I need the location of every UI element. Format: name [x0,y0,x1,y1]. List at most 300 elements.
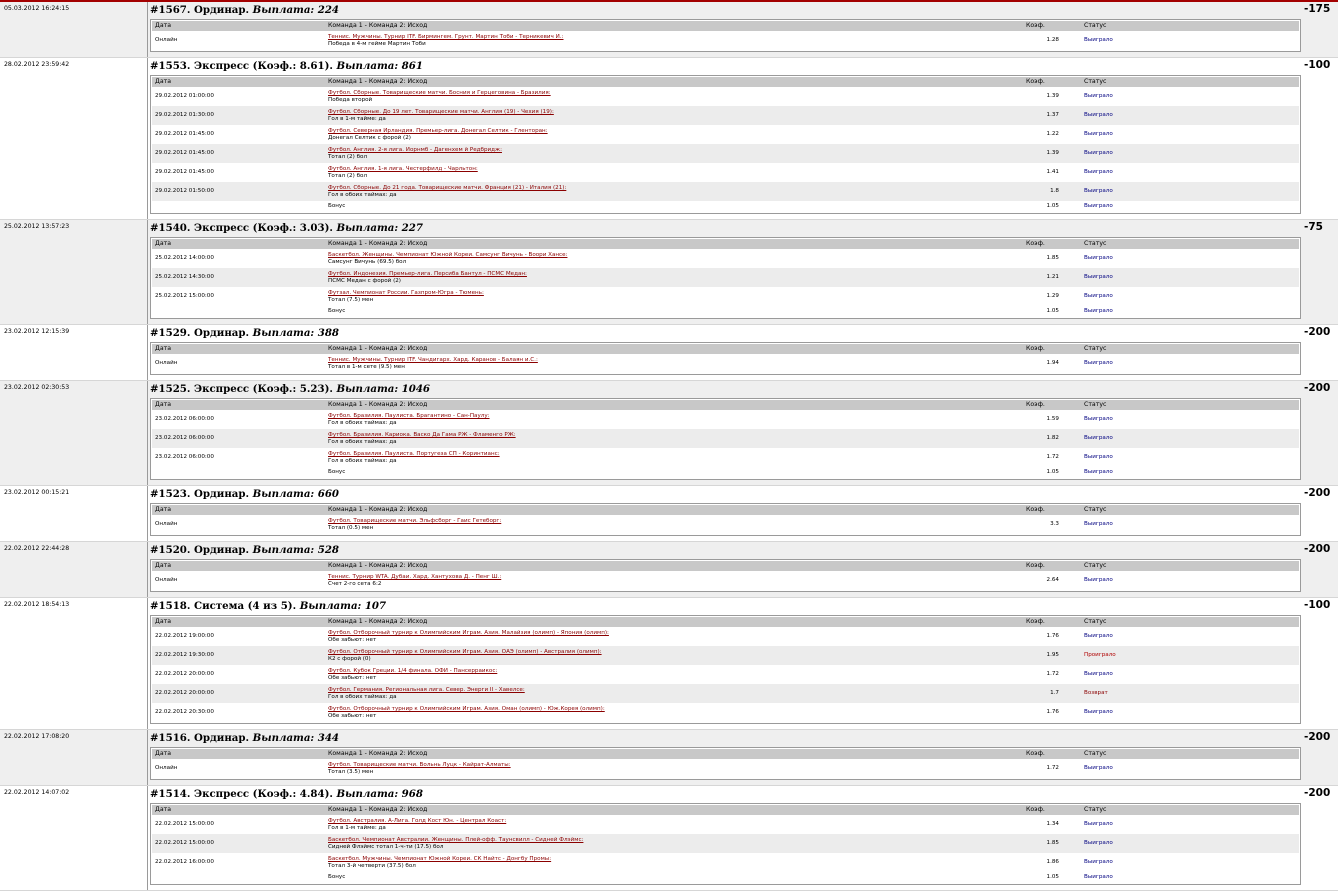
selection-row [152,853,1299,872]
bonus-status: Выиграло [1084,203,1113,210]
selections-table [150,747,1301,780]
selection-row [152,125,1299,144]
selection-row [152,354,1299,373]
selection-coef: 1.39 [1046,150,1059,157]
bet-details [148,58,1302,219]
selection-status: Выиграло [1084,169,1113,176]
selection-date: 23.02.2012 06:00:00 [155,435,214,442]
event-link[interactable]: Футбол. Бразилия. Паулиста. Брагантино - Сан-Паулу: [328,412,490,419]
column-header-coef: Коэф. [1026,344,1045,352]
selection-outcome: Тотал (7.5) мен [328,296,374,303]
table-header-row [152,561,1299,571]
selection-event-cell [326,271,1023,284]
event-link[interactable]: Футзал. Чемпионат России. Газпром-Югра - Тюмень: [328,289,484,296]
selection-status: Выиграло [1084,859,1113,866]
bet-datetime: 23.02.2012 00:15:21 [0,486,148,541]
column-header-status: Статус [1084,617,1107,625]
selection-date: 22.02.2012 19:00:00 [155,633,214,640]
bonus-row [152,467,1299,478]
selection-event-cell [326,856,1023,869]
selection-row [152,665,1299,684]
selection-coef: 1.7 [1050,690,1059,697]
event-link[interactable]: Футбол. Сборные. Товарищеские матчи. Босния и Герцеговина - Бразилия: [328,89,551,96]
selection-event-cell [326,109,1023,122]
selection-coef: 1.85 [1046,255,1059,262]
bet-stake-amount: -200 [1304,382,1331,394]
selection-row [152,106,1299,125]
selection-outcome: Гол в обоих таймах: да [328,438,397,445]
selection-event-cell [326,34,1023,47]
column-header-event: Команда 1 - Команда 2: Исход [328,344,428,352]
selection-status: Выиграло [1084,112,1113,119]
selections-table [150,342,1301,375]
column-header-date: Дата [155,77,172,85]
selection-coef: 1.28 [1046,37,1059,44]
selection-event-cell [326,451,1023,464]
selection-status: Выиграло [1084,840,1113,847]
selection-status: Выиграло [1084,360,1113,367]
selection-status: Выиграло [1084,416,1113,423]
bet-title [150,221,1302,237]
event-link[interactable]: Футбол. Англия. 2-я лига. Иорнмб - Дагенхем й Редбридж: [328,146,502,153]
bet-entry [0,598,1338,730]
event-link[interactable]: Баскетбол. Мужчины. Чемпионат Южной Кореи. СК Найтс - Донгбу Промы: [328,855,552,862]
column-header-date: Дата [155,239,172,247]
event-link[interactable]: Футбол. Австралия. А-Лига. Голд Кост Юн. - Централ Коаст: [328,817,507,824]
table-header-row [152,239,1299,249]
column-header-status: Статус [1084,749,1107,757]
bonus-coef: 1.05 [1046,203,1059,210]
selections-table [150,237,1301,319]
selection-status: Проиграло [1084,652,1116,659]
event-link[interactable]: Футбол. Отборочный турнир к Олимпийским Играм. Азия. Малайзия (олимп) - Япония (олимп): [328,629,609,636]
selection-event-cell [326,630,1023,643]
bonus-label: Бонус [328,469,346,476]
bet-stake-amount: -175 [1304,3,1331,15]
column-header-event: Команда 1 - Команда 2: Исход [328,749,428,757]
selection-status: Возврат [1084,690,1108,697]
bet-payout: Выплата: 968 [336,788,423,800]
table-header-row [152,77,1299,87]
bet-datetime: 22.02.2012 18:54:13 [0,598,148,729]
selection-status: Выиграло [1084,821,1113,828]
bet-stake-amount: -200 [1304,543,1331,555]
bet-history-list [0,2,1338,891]
bet-entry [0,381,1338,486]
table-header-row [152,505,1299,515]
column-header-event: Команда 1 - Команда 2: Исход [328,505,428,513]
selection-coef: 1.76 [1046,709,1059,716]
bet-stake-amount: -200 [1304,326,1331,338]
event-link[interactable]: Футбол. Кубок Греции. 1/4 финала. ОФИ - Пансерраикос: [328,667,498,674]
selection-status: Выиграло [1084,435,1113,442]
bet-entry [0,786,1338,891]
selection-date: 22.02.2012 20:00:00 [155,690,214,697]
column-header-coef: Коэф. [1026,561,1045,569]
event-link[interactable]: Футбол. Бразилия. Паулиста. Португеза СП - Коринтианс: [328,450,500,457]
selection-outcome: Донегал Селтик с форой (2) [328,134,411,141]
bet-details [148,542,1302,597]
selection-date: 23.02.2012 06:00:00 [155,454,214,461]
selection-event-cell [326,185,1023,198]
bet-title [150,382,1302,398]
event-link[interactable]: Баскетбол. Чемпионат Австралии. Женщины. Плей-офф. Таунсвилл - Сидней Флэймс: [328,836,584,843]
bet-type: Ординар. [193,732,250,744]
selection-date: Онлайн [155,360,178,367]
selection-status: Выиграло [1084,521,1113,528]
bet-payout: Выплата: 107 [299,600,387,612]
selection-outcome: Тотал (2) бол [328,153,368,160]
bet-type: Экспресс (Коэф.: 4.84). [193,788,333,800]
selection-date: 29.02.2012 01:45:00 [155,169,214,176]
bet-number: #1520. [150,544,191,556]
event-link[interactable]: Футбол. Сборные. До 21 года. Товарищеские матчи. Франция (21) - Италия (21): [328,184,567,191]
bet-number: #1567. [150,4,191,16]
bonus-label: Бонус [328,203,346,210]
selection-row [152,249,1299,268]
selection-row [152,834,1299,853]
column-header-status: Статус [1084,505,1107,513]
selection-event-cell [326,668,1023,681]
bet-type: Ординар. [193,544,250,556]
selection-outcome: Тотал (2) бол [328,172,368,179]
column-header-coef: Коэф. [1026,400,1045,408]
selection-event-cell [326,357,1023,370]
selection-date: 29.02.2012 01:00:00 [155,93,214,100]
bet-details [148,730,1302,785]
selection-event-cell [326,574,1023,587]
selection-outcome: Гол в обоих таймах: да [328,457,397,464]
selection-coef: 1.86 [1046,859,1059,866]
column-header-status: Статус [1084,239,1107,247]
bet-entry [0,542,1338,598]
selection-coef: 1.72 [1046,671,1059,678]
bet-datetime: 23.02.2012 12:15:39 [0,325,148,380]
selection-outcome: Тотал 3-й четверти (37.5) бол [328,862,416,869]
bet-title [150,787,1302,803]
table-header-row [152,400,1299,410]
bet-payout: Выплата: 861 [336,60,423,72]
selection-outcome: Счет 2-го сета 6:2 [328,580,382,587]
bet-type: Система (4 из 5). [193,600,297,612]
selection-date: 22.02.2012 20:00:00 [155,671,214,678]
column-header-event: Команда 1 - Команда 2: Исход [328,805,428,813]
bet-number: #1518. [150,600,191,612]
selection-coef: 1.34 [1046,821,1059,828]
bet-title [150,731,1302,747]
bet-type: Экспресс (Коэф.: 5.23). [193,383,333,395]
bet-stake-amount: -75 [1304,221,1323,233]
selection-coef: 2.64 [1046,577,1059,584]
selection-outcome: К2 с форой (0) [328,655,371,662]
bet-type: Ординар. [193,327,250,339]
selection-outcome: Тотал в 1-м сете (9.5) мен [328,363,405,370]
bet-payout: Выплата: 344 [252,732,340,744]
selection-row [152,182,1299,201]
selection-date: 23.02.2012 06:00:00 [155,416,214,423]
column-header-date: Дата [155,561,172,569]
selection-coef: 1.72 [1046,765,1059,772]
bet-number: #1516. [150,732,191,744]
event-link[interactable]: Футбол. Германия. Региональная лига. Север. Энерги II - Хавелсе: [328,686,525,693]
selection-row [152,759,1299,778]
selection-outcome: Гол в обоих таймах: да [328,693,397,700]
selection-row [152,703,1299,722]
bet-number: #1523. [150,488,191,500]
selection-status: Выиграло [1084,633,1113,640]
event-link[interactable]: Футбол. Товарищеские матчи. Вольнь Луцк - Кайрат-Алматы: [328,761,511,768]
bet-datetime: 22.02.2012 14:07:02 [0,786,148,890]
column-header-status: Статус [1084,805,1107,813]
selection-status: Выиграло [1084,37,1113,44]
bet-details [148,325,1302,380]
event-link[interactable]: Футбол. Англия. 1-я лига. Честерфилд - Чарльтон: [328,165,478,172]
selection-status: Выиграло [1084,93,1113,100]
selection-row [152,163,1299,182]
bet-title [150,487,1302,503]
selection-row [152,646,1299,665]
selection-outcome: Гол в 1-м тайме: да [328,824,386,831]
bet-details [148,381,1302,485]
selection-status: Выиграло [1084,709,1113,716]
bet-number: #1553. [150,60,191,72]
column-header-date: Дата [155,21,172,29]
column-header-coef: Коэф. [1026,239,1045,247]
selection-event-cell [326,252,1023,265]
bet-payout: Выплата: 227 [336,222,423,234]
column-header-date: Дата [155,805,172,813]
selection-date: 29.02.2012 01:45:00 [155,150,214,157]
selection-outcome: Гол в обоих таймах: да [328,419,397,426]
selection-outcome: Гол в обоих таймах: да [328,191,397,198]
selection-date: 25.02.2012 15:00:00 [155,293,214,300]
selection-date: Онлайн [155,765,178,772]
selection-coef: 1.76 [1046,633,1059,640]
selection-coef: 3.3 [1050,521,1059,528]
column-header-event: Команда 1 - Команда 2: Исход [328,561,428,569]
event-link[interactable]: Футбол. Индонезия. Премьер-лига. Персиба Бантул - ПСМС Медан: [328,270,527,277]
column-header-coef: Коэф. [1026,77,1045,85]
column-header-status: Статус [1084,344,1107,352]
event-link[interactable]: Теннис. Мужчины. Турнир ITF. Бирмингем. Грунт. Мартин Тоби - Терникевич И.: [328,33,564,40]
selection-outcome: Обе забьют: нет [328,712,377,719]
selection-event-cell [326,649,1023,662]
bet-payout: Выплата: 528 [252,544,340,556]
bet-datetime: 23.02.2012 02:30:53 [0,381,148,485]
selection-date: 22.02.2012 15:00:00 [155,821,214,828]
bonus-status: Выиграло [1084,469,1113,476]
column-header-status: Статус [1084,561,1107,569]
column-header-date: Дата [155,344,172,352]
event-link[interactable]: Футбол. Бразилия. Кариока. Васко Да Гама РЖ - Фламенго РЖ: [328,431,516,438]
bet-datetime: 22.02.2012 17:08:20 [0,730,148,785]
selection-status: Выиграло [1084,274,1113,281]
column-header-event: Команда 1 - Команда 2: Исход [328,617,428,625]
selection-row [152,515,1299,534]
bet-payout: Выплата: 224 [252,4,340,16]
selection-event-cell [326,687,1023,700]
bonus-row [152,872,1299,883]
bet-entry [0,486,1338,542]
selection-outcome: Обе забьют: нет [328,636,377,643]
selection-event-cell [326,518,1023,531]
selection-outcome: Самсунг Вичунь (69.5) бол [328,258,407,265]
selection-date: 29.02.2012 01:50:00 [155,188,214,195]
column-header-date: Дата [155,749,172,757]
selection-outcome: Тотал (3.5) мен [328,768,374,775]
bet-datetime: 25.02.2012 13:57:23 [0,220,148,324]
event-link[interactable]: Футбол. Отборочный турнир к Олимпийским Играм. Азия. ОАЭ (олимп) - Австралия (олимп): [328,648,602,655]
selection-coef: 1.39 [1046,93,1059,100]
bet-entry [0,220,1338,325]
bet-details [148,2,1302,57]
selection-row [152,627,1299,646]
table-header-row [152,344,1299,354]
selection-outcome: Обе забьют: нет [328,674,377,681]
selection-date: 22.02.2012 15:00:00 [155,840,214,847]
bonus-row [152,306,1299,317]
bet-stake-amount: -200 [1304,787,1331,799]
bet-title [150,3,1302,19]
bet-stake-amount: -200 [1304,487,1331,499]
selection-row [152,684,1299,703]
selection-status: Выиграло [1084,454,1113,461]
bet-number: #1525. [150,383,191,395]
bet-title [150,543,1302,559]
event-link[interactable]: Теннис. Мужчины. Турнир ITF. Чандигарх. Хард. Каранов - Балаян и.С.: [328,356,538,363]
selection-row [152,268,1299,287]
event-link[interactable]: Футбол. Северная Ирландия. Премьер-лига. Донегал Селтик - Гленторан: [328,127,548,134]
selection-outcome: Гол в 1-м тайме: да [328,115,386,122]
selection-row [152,31,1299,50]
selection-date: 22.02.2012 20:30:00 [155,709,214,716]
bet-datetime: 05.03.2012 16:24:15 [0,2,148,57]
selections-table [150,803,1301,885]
selection-event-cell [326,147,1023,160]
selection-event-cell [326,128,1023,141]
bet-stake-amount: -200 [1304,731,1331,743]
selection-date: Онлайн [155,577,178,584]
selection-coef: 1.41 [1046,169,1059,176]
column-header-date: Дата [155,617,172,625]
selection-row [152,571,1299,590]
selection-coef: 1.8 [1050,188,1059,195]
event-link[interactable]: Теннис. Турнир WTA. Дубаи. Хард. Хантухова Д. - Пенг Ш.: [328,573,502,580]
selections-table [150,19,1301,52]
selections-table [150,503,1301,536]
event-link[interactable]: Футбол. Сборные. До 19 лет. Товарищеские матчи. Англия (19) - Чехия (19): [328,108,554,115]
column-header-event: Команда 1 - Команда 2: Исход [328,400,428,408]
selection-status: Выиграло [1084,577,1113,584]
column-header-status: Статус [1084,21,1107,29]
bet-entry [0,2,1338,58]
event-link[interactable]: Баскетбол. Женщины. Чемпионат Южной Кореи. Самсунг Вичунь - Воори Хансе: [328,251,568,258]
selection-coef: 1.94 [1046,360,1059,367]
column-header-event: Команда 1 - Команда 2: Исход [328,21,428,29]
bet-number: #1540. [150,222,191,234]
bet-datetime: 28.02.2012 23:59:42 [0,58,148,219]
selection-row [152,144,1299,163]
selection-row [152,87,1299,106]
selection-coef: 1.59 [1046,416,1059,423]
selection-outcome: Победа второй [328,96,373,103]
bonus-row [152,201,1299,212]
column-header-coef: Коэф. [1026,617,1045,625]
selection-date: 29.02.2012 01:45:00 [155,131,214,138]
selection-coef: 1.85 [1046,840,1059,847]
bet-type: Ординар. [193,488,250,500]
selection-coef: 1.72 [1046,454,1059,461]
bet-payout: Выплата: 660 [252,488,340,500]
selection-status: Выиграло [1084,150,1113,157]
bonus-status: Выиграло [1084,308,1113,315]
selection-coef: 1.21 [1046,274,1059,281]
selection-outcome: ПСМС Медан с форой (2) [328,277,401,284]
bet-datetime: 22.02.2012 22:44:28 [0,542,148,597]
selection-outcome: Тотал (0.5) мен [328,524,374,531]
bet-number: #1514. [150,788,191,800]
table-header-row [152,617,1299,627]
selections-table [150,75,1301,214]
selection-date: Онлайн [155,521,178,528]
selection-date: 22.02.2012 16:00:00 [155,859,214,866]
bonus-coef: 1.05 [1046,308,1059,315]
bet-details [148,486,1302,541]
selection-row [152,448,1299,467]
bet-payout: Выплата: 1046 [336,383,430,395]
column-header-status: Статус [1084,77,1107,85]
selection-date: Онлайн [155,37,178,44]
column-header-coef: Коэф. [1026,749,1045,757]
selection-status: Выиграло [1084,131,1113,138]
selection-status: Выиграло [1084,671,1113,678]
bet-payout: Выплата: 388 [252,327,340,339]
selection-event-cell [326,706,1023,719]
selection-date: 22.02.2012 19:30:00 [155,652,214,659]
column-header-date: Дата [155,400,172,408]
selection-outcome: Победа в 4-м гейме Мартин Тоби [328,40,426,47]
selection-row [152,410,1299,429]
event-link[interactable]: Футбол. Товарищеские матчи. Эльфсборг - Гаис Гетеборг: [328,517,502,524]
selection-event-cell [326,432,1023,445]
bet-title [150,59,1302,75]
selection-status: Выиграло [1084,293,1113,300]
selection-row [152,429,1299,448]
selection-coef: 1.22 [1046,131,1059,138]
selection-status: Выиграло [1084,765,1113,772]
column-header-status: Статус [1084,400,1107,408]
selection-event-cell [326,90,1023,103]
selection-row [152,815,1299,834]
selection-coef: 1.37 [1046,112,1059,119]
column-header-coef: Коэф. [1026,805,1045,813]
selection-event-cell [326,818,1023,831]
bet-stake-amount: -100 [1304,59,1331,71]
bonus-label: Бонус [328,874,346,881]
selection-event-cell [326,413,1023,426]
bonus-label: Бонус [328,308,346,315]
selections-table [150,615,1301,724]
selections-table [150,559,1301,592]
event-link[interactable]: Футбол. Отборочный турнир к Олимпийским Играм. Азия. Оман (олимп) - Юж.Корея (олимп): [328,705,605,712]
bet-title [150,599,1302,615]
selection-date: 25.02.2012 14:00:00 [155,255,214,262]
selection-event-cell [326,166,1023,179]
selection-date: 29.02.2012 01:30:00 [155,112,214,119]
selection-event-cell [326,762,1023,775]
selection-status: Выиграло [1084,188,1113,195]
bet-details [148,220,1302,324]
